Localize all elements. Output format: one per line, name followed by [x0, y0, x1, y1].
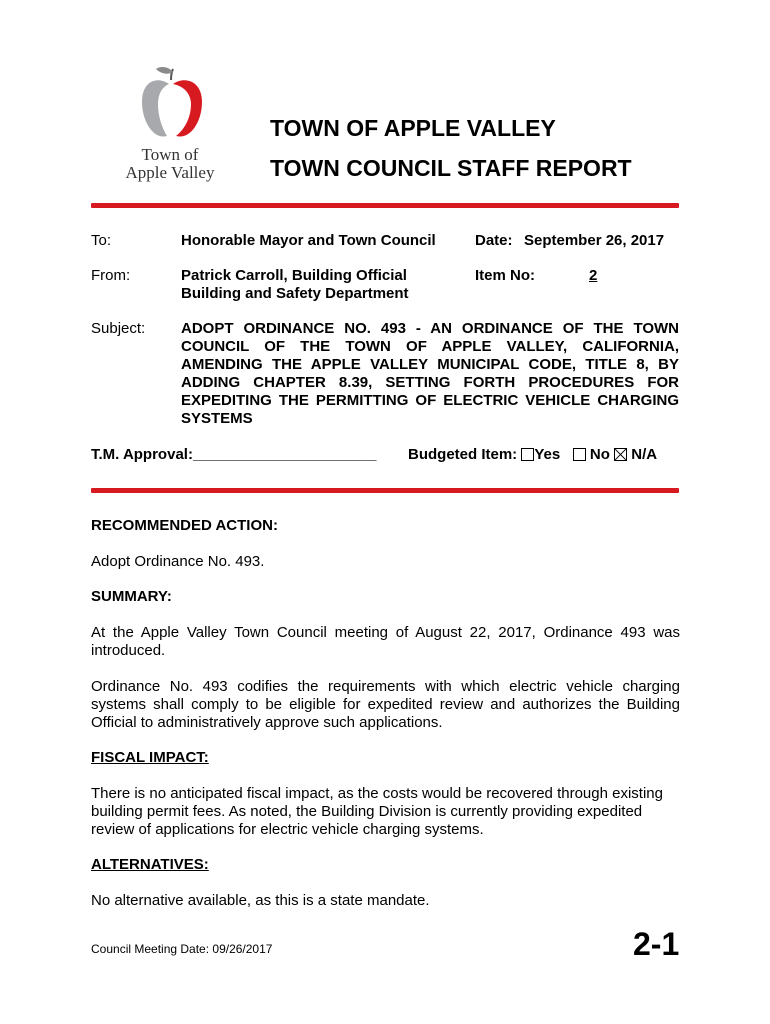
town-logo	[118, 64, 222, 188]
report-title: TOWN COUNCIL STAFF REPORT	[270, 155, 632, 181]
yes-checkbox[interactable]	[521, 448, 534, 461]
item-number: 2	[589, 267, 598, 284]
na-label: N/A	[631, 446, 658, 463]
to-label: To:	[91, 232, 112, 249]
alternatives-heading: ALTERNATIVES:	[91, 856, 209, 873]
apple-icon	[136, 64, 206, 144]
budgeted-item-row	[408, 446, 657, 464]
recommended-action-heading: RECOMMENDED ACTION:	[91, 517, 278, 534]
fiscal-impact-text: There is no anticipated fiscal impact, as the costs would be recovered through existing building permit fees. As noted, the Building Division is currently providing expedited review of applications for electric vehicle charging systems.	[91, 785, 663, 838]
tm-approval-line: T.M. Approval:______________________	[91, 446, 377, 463]
page-number: 2-1	[633, 926, 680, 962]
date-label: Date:	[475, 232, 513, 249]
subject-text: ADOPT ORDINANCE NO. 493 - AN ORDINANCE OF THE TOWN COUNCIL OF THE TOWN OF APPLE VALLEY, CALIFORNIA, AMENDING THE APPLE VALLEY MUNICIPAL CODE, TITLE 8, BY ADDING CHAPTER 8.39, SETTING FORTH PROCEDURES FOR EXPEDITING THE PERMITTING OF ELECTRIC VEHICLE CHARGING SYSTEMS	[181, 320, 679, 427]
date-value: September 26, 2017	[524, 232, 665, 249]
item-label: Item No:	[475, 267, 535, 284]
subject-label: Subject:	[91, 320, 146, 337]
summary-paragraph-2: Ordinance No. 493 codifies the requirements with which electric vehicle charging systems shall comply to be eligible for expedited review and authorizes the Building Official to administratively approve such applications.	[91, 678, 680, 731]
footer-meeting-date: Council Meeting Date: 09/26/2017	[91, 942, 273, 956]
fiscal-impact-heading: FISCAL IMPACT:	[91, 749, 209, 766]
from-department: Building and Safety Department	[181, 285, 409, 302]
report-town-title: TOWN OF APPLE VALLEY	[270, 115, 556, 141]
na-checkbox-checked[interactable]	[614, 448, 627, 461]
recommended-action-text: Adopt Ordinance No. 493.	[91, 553, 265, 570]
no-checkbox[interactable]	[573, 448, 586, 461]
from-name: Patrick Carroll, Building Official	[181, 267, 407, 284]
to-value: Honorable Mayor and Town Council	[181, 232, 436, 249]
logo-line-1: Town of	[141, 145, 199, 164]
top-divider	[91, 203, 679, 208]
budgeted-item-label: Budgeted Item:	[408, 446, 518, 463]
bottom-divider	[91, 488, 679, 493]
logo-line-2: Apple Valley	[125, 163, 215, 182]
summary-heading: SUMMARY:	[91, 588, 172, 605]
no-label: No	[589, 446, 610, 463]
summary-paragraph-1: At the Apple Valley Town Council meeting of August 22, 2017, Ordinance 493 was introduced.	[91, 624, 680, 659]
yes-label: Yes	[534, 446, 561, 463]
from-label: From:	[91, 267, 131, 284]
alternatives-text: No alternative available, as this is a state mandate.	[91, 892, 430, 909]
